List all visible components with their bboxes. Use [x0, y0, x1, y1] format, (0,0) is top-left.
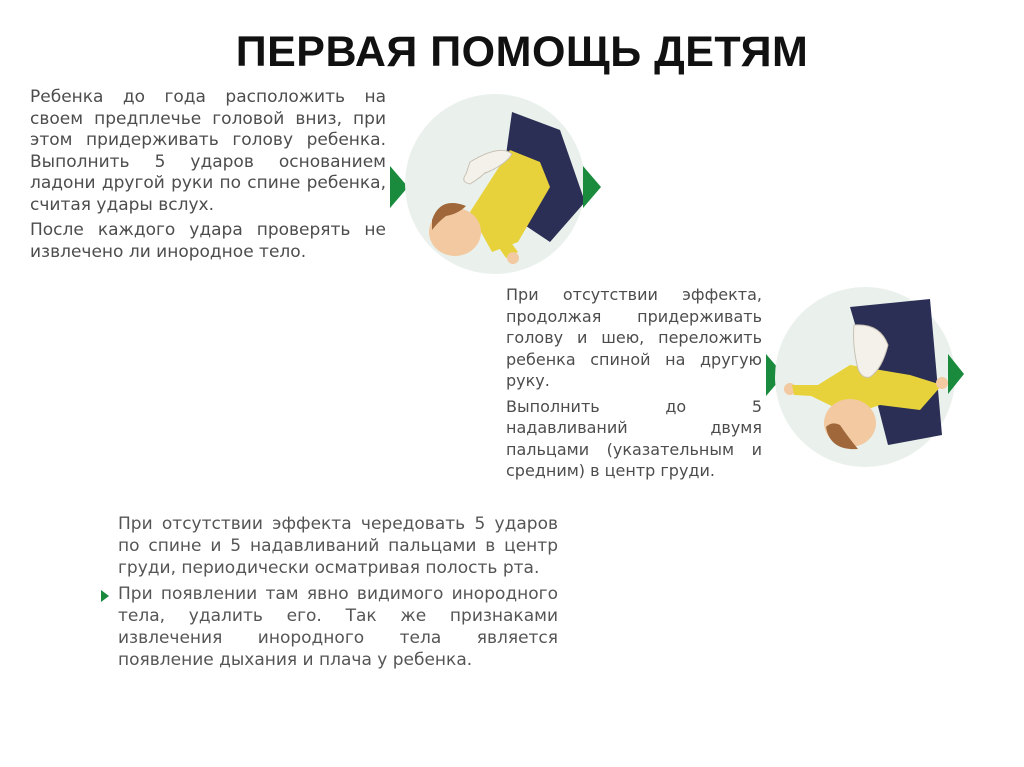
arrow-right-icon [583, 166, 601, 208]
back-blows-illustration [400, 92, 590, 277]
step-2-paragraph-2: Выполнить до 5 надавливаний двумя пальцами (указательным и средним) в центр груди. [506, 396, 762, 480]
chest-thrusts-illustration [770, 285, 960, 470]
step-3-text [118, 513, 558, 675]
step-3-paragraph-1: При отсутствии эффекта чередовать 5 ударов по спине и 5 надавливаний пальцами в центр груди, периодически осматривая полость рта. [118, 514, 558, 578]
step-2-paragraph-1: При отсутствии эффекта, продолжая придерживать голову и шею, переложить ребенка спиной на другую руку. [506, 285, 762, 390]
arrow-right-icon [948, 354, 964, 394]
step-3-paragraph-2: При появлении там явно видимого инородного тела, удалить его. Так же признаками извлечения инородного тела является появление дыхания и плача у ребенка. [118, 584, 558, 670]
step-1-text [30, 87, 386, 267]
step-1-paragraph-2: После каждого удара проверять не извлечено ли инородное тело. [30, 220, 386, 262]
page-title: ПЕРВАЯ ПОМОЩЬ ДЕТЯМ [235, 28, 809, 76]
step-2-text [506, 284, 762, 486]
step-1-paragraph-1: Ребенка до года расположить на своем предплечье головой вниз, при этом придерживать голову ребенка. Выполнить 5 ударов основанием ладони другой руки по спине ребенка, считая удары вслух. [30, 87, 386, 215]
arrow-right-icon [101, 590, 109, 602]
